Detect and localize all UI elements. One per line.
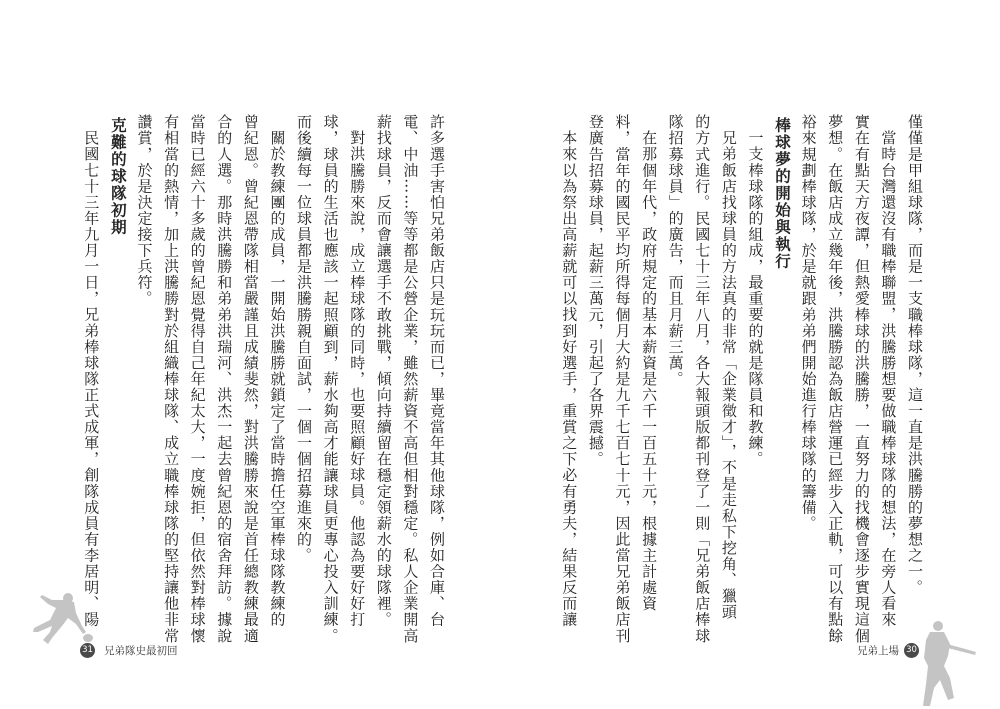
text-column: 的方式進行。民國七十三年八月，各大報頭版都刊登了一則「兄弟飯店棒球 <box>693 114 712 644</box>
left-page-body <box>80 114 450 644</box>
text-column: 合的人選。那時洪騰勝和弟弟洪瑞河、洪杰一起去曾紀恩的宿舍拜訪。據說 <box>215 114 234 644</box>
text-column: 本來以為祭出高薪就可以找到好選手，重賞之下必有勇夫，結果反而讓 <box>560 130 579 628</box>
text-column: 對洪騰勝來說，成立棒球隊的同時，也要照顧好球員。他認為要好好打 <box>348 130 367 628</box>
text-column: 曾紀恩。曾紀恩帶隊相當嚴謹且成績斐然，對洪騰勝來說是首任總教練最適 <box>241 114 260 644</box>
text-column: 夢想。在飯店成立幾年後，洪騰勝認為飯店營運已經步入正軌，可以有點餘 <box>826 114 845 644</box>
page-number-badge: 30 <box>904 643 919 658</box>
text-column: 一支棒球隊的組成，最重要的就是隊員和教練。 <box>746 130 765 468</box>
batter-silhouette-icon <box>918 618 978 709</box>
text-column: 在那個年代，政府規定的基本薪資是六千一百五十元，根據主計處資 <box>640 130 659 612</box>
text-column: 讚賞，於是決定接下兵符。 <box>135 114 154 307</box>
section-heading: 棒球夢的開始與執行 <box>773 117 792 270</box>
text-column: 當時台灣還沒有職棒聯盟，洪騰勝想要做職棒球隊的想法，在旁人看來 <box>879 130 898 628</box>
text-column: 許多選手害怕兄弟飯店只是玩玩而已，畢竟當年其他球隊，例如合庫、台 <box>428 114 446 628</box>
text-column: 料，當年的國民平均所得每個月大約是九千七百七十元，因此當兄弟飯店刊 <box>613 114 632 644</box>
text-column: 薪找球員，反而會讓選手不敢挑戰，傾向持續留在穩定領薪水的球隊裡。 <box>374 114 393 628</box>
fielder-silhouette-icon <box>30 588 98 650</box>
text-column: 電、中油……等等都是公營企業，雖然薪資不高但相對穩定。私人企業開高 <box>401 114 420 644</box>
text-column: 民國七十三年九月一日，兄弟棒球隊正式成軍，創隊成員有李居明、陽 <box>82 130 101 628</box>
running-footer-title: 兄弟隊史最初回 <box>104 645 178 657</box>
page-number-badge: 31 <box>80 643 95 658</box>
text-column: 兄弟飯店找球員的方法真的非常「企業徵才」，不是走私下挖角、獵頭 <box>719 130 738 621</box>
text-column: 隊招募球員」的廣告，而且月薪三萬。 <box>666 114 685 387</box>
text-column: 有相當的熱情，加上洪騰勝對於組織棒球隊、成立職棒球隊的堅持讓他非常 <box>162 114 181 644</box>
right-page-body <box>558 114 928 644</box>
text-column: 球，球員的生活也應該一起照顧到，薪水夠高才能讓球員更專心投入訓練。 <box>321 114 340 644</box>
text-column: 而後續每一位球員都是洪騰勝親自面試，一個一個招募進來的。 <box>295 114 314 564</box>
text-column: 當時已經六十多歲的曾紀恩覺得自己年紀太大，一度婉拒，但依然對棒球懷 <box>188 114 207 644</box>
text-column: 實在有點天方夜譚，但熱愛棒球的洪騰勝，一直努力的找機會逐步實現這個 <box>852 114 871 644</box>
text-column: 關於教練團的成員，一開始洪騰勝就鎖定了當時擔任空軍棒球隊教練的 <box>268 130 287 628</box>
text-column: 僅僅是甲組球隊，而是一支職棒球隊，這一直是洪騰勝的夢想之一。 <box>906 114 924 596</box>
text-column: 登廣告招募球員，起薪三萬元，引起了各界震撼。 <box>586 114 605 468</box>
text-column: 裕來規劃棒球隊，於是就跟弟弟們開始進行棒球隊的籌備。 <box>799 114 818 532</box>
section-heading: 克難的球隊初期 <box>108 117 127 236</box>
running-footer-title: 兄弟上場 <box>857 645 899 657</box>
